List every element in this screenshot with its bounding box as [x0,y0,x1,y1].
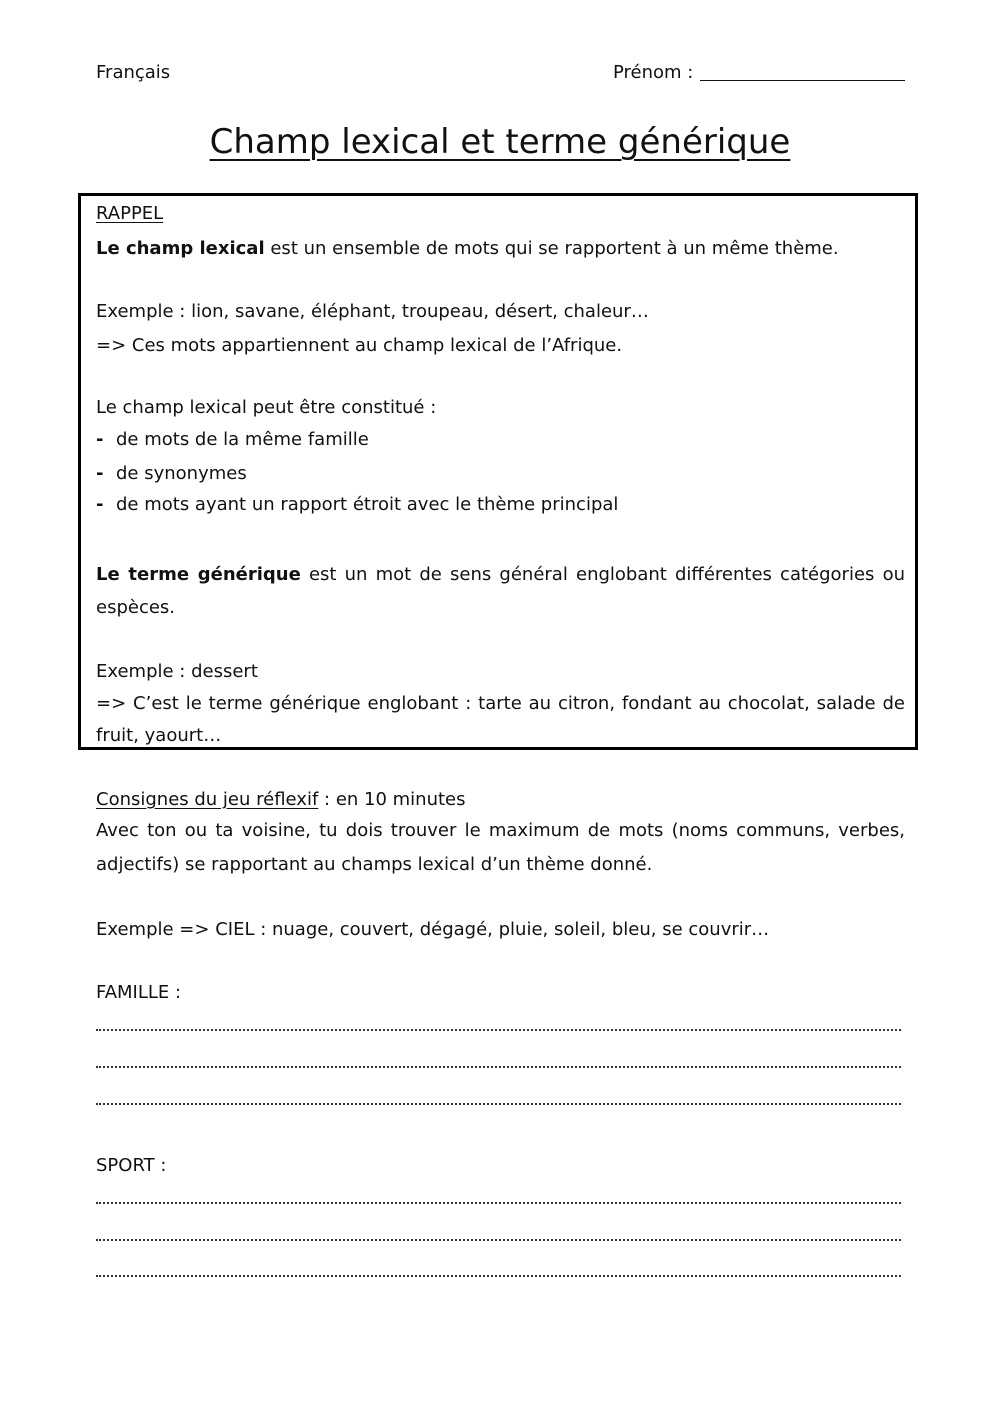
page-title [0,122,1000,162]
example-africa: Exemple : lion, savane, éléphant, troupeau, désert, chaleur… [96,301,649,322]
example-africa-result: => Ces mots appartiennent au champ lexical de l’Afrique. [96,335,623,356]
term-champ-lexical: Le champ lexical [96,238,265,259]
theme-label-sport: SPORT : [96,1155,167,1176]
name-label: Prénom : [613,62,694,83]
dash-bullet: - [96,463,104,484]
page-title-text: Champ lexical et terme générique [209,122,791,162]
term-terme-generique: Le terme générique [96,564,301,585]
definition-terme-generique-end: espèces. [96,597,176,618]
example-dessert-result: => C’est le terme générique englobant : tarte au citron, fondant au chocolat, salade de [96,693,905,714]
constitution-item-text: de synonymes [116,463,247,484]
instructions-text-end: adjectifs) se rapportant au champs lexical d’un thème donné. [96,854,653,875]
answer-line-sport[interactable] [96,1239,901,1241]
answer-line-sport[interactable] [96,1275,901,1277]
answer-line-famille[interactable] [96,1029,901,1031]
definition-terme-generique-text: est un mot de sens général englobant différentes catégories ou [300,564,905,585]
dash-bullet: - [96,429,104,450]
instructions-title: Consignes du jeu réflexif [96,789,319,810]
subject-label: Français [96,62,171,83]
answer-line-famille[interactable] [96,1103,901,1105]
name-answer-line[interactable] [700,80,905,81]
constitution-item-text: de mots ayant un rapport étroit avec le thème principal [116,494,619,515]
instructions-text: Avec ton ou ta voisine, tu dois trouver le maximum de mots (noms communs, verbes, [96,820,905,841]
rappel-heading: RAPPEL [96,203,164,224]
constitution-item [96,429,369,450]
constitution-intro: Le champ lexical peut être constitué : [96,397,437,418]
instructions-duration: : en 10 minutes [318,789,466,810]
answer-line-famille[interactable] [96,1066,901,1068]
example-dessert-result-end: fruit, yaourt… [96,725,222,746]
example-ciel: Exemple => CIEL : nuage, couvert, dégagé, pluie, soleil, bleu, se couvrir… [96,919,770,940]
constitution-item-text: de mots de la même famille [116,429,369,450]
definition-champ-lexical [96,238,839,259]
definition-terme-generique [96,564,905,585]
definition-champ-lexical-text: est un ensemble de mots qui se rapportent à un même thème. [264,238,839,259]
dash-bullet: - [96,494,104,515]
answer-line-sport[interactable] [96,1202,901,1204]
example-dessert: Exemple : dessert [96,661,258,682]
instructions-heading [96,789,466,810]
constitution-item [96,463,247,484]
theme-label-famille: FAMILLE : [96,982,182,1003]
constitution-item [96,494,618,515]
